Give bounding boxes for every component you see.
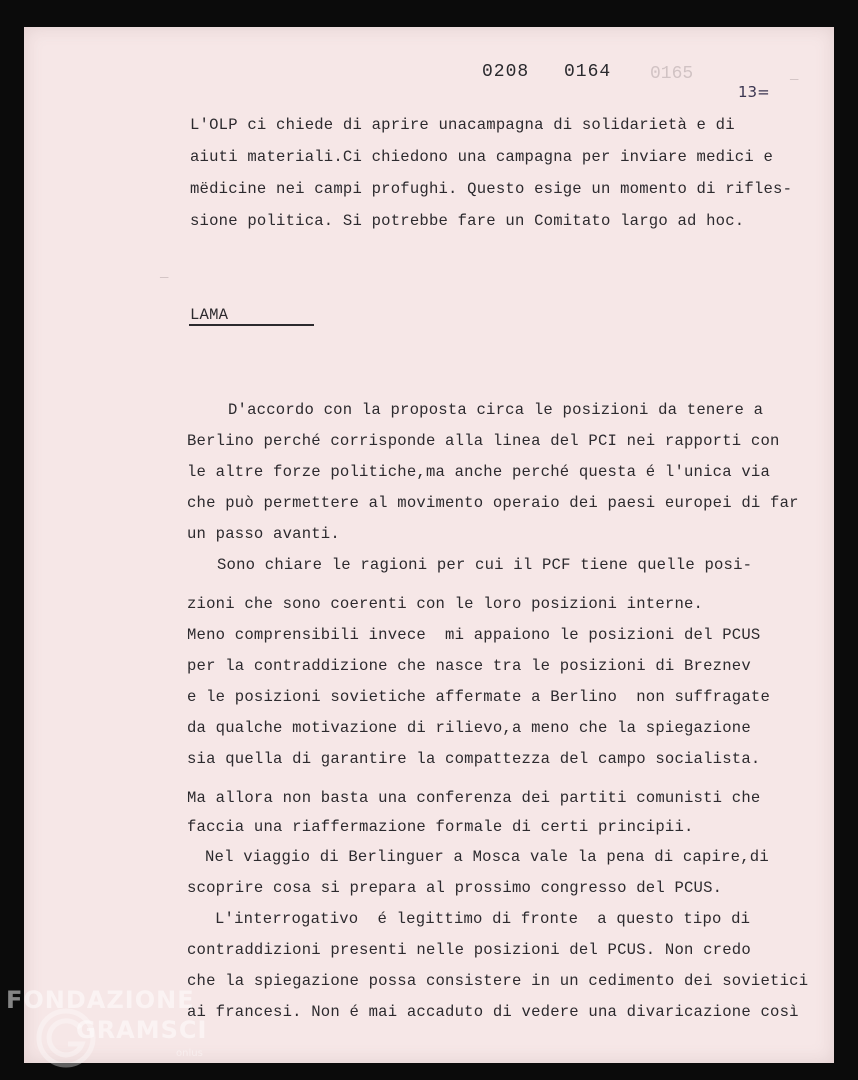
- body-line-20: ai francesi. Non é mai accaduto di vedere una divaricazione così: [187, 1003, 799, 1021]
- body-line-14: faccia una riaffermazione formale di certi principii.: [187, 818, 694, 836]
- body-line-19: che la spiegazione possa consistere in un cedimento dei sovietici: [187, 972, 809, 990]
- bleed-through-number: 0165: [650, 64, 694, 84]
- body-line-13: Ma allora non basta una conferenza dei partiti comunisti che: [187, 789, 761, 807]
- body-line-3: le altre forze politiche,ma anche perché questa é l'unica via: [187, 463, 771, 481]
- body-line-12: sia quella di garantire la compattezza del campo socialista.: [187, 750, 761, 768]
- fondazione-gramsci-watermark: [6, 986, 206, 1080]
- body-line-10: e le posizioni sovietiche affermate a Berlino non suffragate: [187, 688, 771, 706]
- archive-number-first: 0208: [482, 62, 530, 82]
- body-line-8: Meno comprensibili invece mi appaiono le posizioni del PCUS: [187, 626, 761, 644]
- archive-number-second: 0164: [564, 62, 612, 82]
- body-line-9: per la contraddizione che nasce tra le posizioni di Breznev: [187, 657, 751, 675]
- body-line-4: che può permettere al movimento operaio dei paesi europei di far: [187, 494, 799, 512]
- watermark-line-2: GRAMSCI: [76, 1016, 208, 1044]
- bleed-through-mark: —: [790, 72, 799, 88]
- bleed-through-heading-mark: —: [160, 270, 169, 286]
- body-line-7: zioni che sono coerenti con le loro posizioni interne.: [187, 595, 704, 613]
- body-line-5: un passo avanti.: [187, 525, 340, 543]
- body-line-16: scoprire cosa si prepara al prossimo congresso del PCUS.: [187, 879, 723, 897]
- watermark-suffix: onlus: [176, 1048, 203, 1059]
- handwritten-page-mark: 13=: [738, 83, 770, 101]
- body-line-1: D'accordo con la proposta circa le posizioni da tenere a: [228, 401, 764, 419]
- body-line-11: da qualche motivazione di rilievo,a meno che la spiegazione: [187, 719, 751, 737]
- olp-line-4: sione politica. Si potrebbe fare un Comitato largo ad hoc.: [190, 212, 745, 230]
- olp-line-3: mëdicine nei campi profughi. Questo esige un momento di rifles-: [190, 180, 793, 198]
- body-line-2: Berlino perché corrisponde alla linea del PCI nei rapporti con: [187, 432, 780, 450]
- body-line-18: contraddizioni presenti nelle posizioni del PCUS. Non credo: [187, 941, 751, 959]
- body-line-17: L'interrogativo é legittimo di fronte a questo tipo di: [215, 910, 751, 928]
- olp-line-1: L'OLP ci chiede di aprire unacampagna di solidarietà e di: [190, 116, 735, 134]
- body-line-15: Nel viaggio di Berlinguer a Mosca vale la pena di capire,di: [205, 848, 769, 866]
- watermark-line-1: FONDAZIONE: [6, 986, 195, 1014]
- speaker-heading: LAMA: [190, 306, 229, 324]
- olp-line-2: aiuti materiali.Ci chiedono una campagna per inviare medici e: [190, 148, 774, 166]
- heading-underline: [189, 324, 314, 326]
- body-line-6: Sono chiare le ragioni per cui il PCF tiene quelle posi-: [217, 556, 753, 574]
